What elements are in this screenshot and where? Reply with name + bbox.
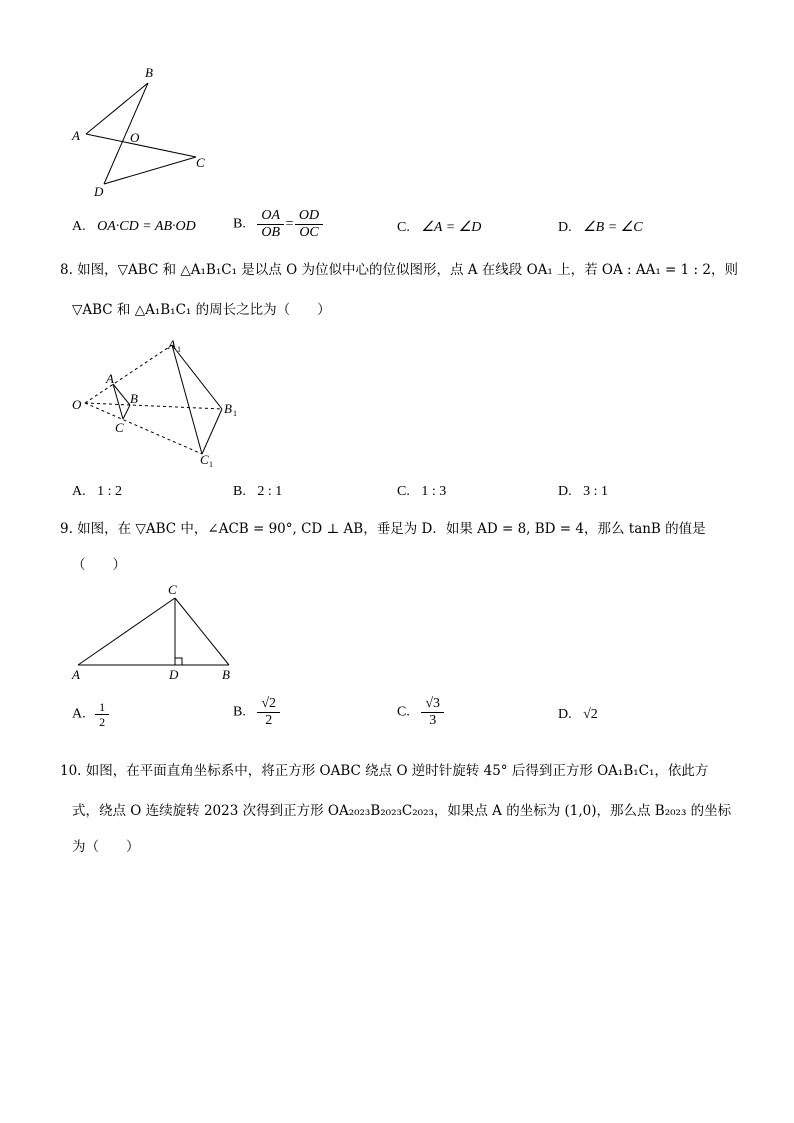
q7-b-num2: OD	[298, 208, 320, 223]
q7-option-c-letter: C.	[397, 220, 410, 235]
q7-label-d: D	[94, 184, 104, 199]
q9-question-line2: （ ）	[72, 557, 126, 573]
q8-option-b-text: 2 : 1	[257, 484, 283, 499]
q8-label-o: O	[72, 397, 82, 412]
q9-label-a: A	[72, 667, 80, 682]
q9-option-b[interactable]	[233, 696, 278, 729]
q8-option-b[interactable]	[233, 484, 282, 500]
q8-label-c: C	[115, 420, 124, 435]
q8-label-a1-sub: 1	[177, 345, 181, 354]
q9-option-c-letter: C.	[397, 704, 410, 720]
q7-option-a-text: OA·CD = AB·OD	[97, 219, 196, 234]
q8-question-line1: 8. 如图，▽ABC 和 △A₁B₁C₁ 是以点 O 为位似中心的位似图形，点 A 在线段 OA₁ 上，若 OA : AA₁ = 1 : 2，则	[60, 262, 738, 278]
q8-label-b: B	[130, 391, 138, 406]
q9-option-a[interactable]	[72, 700, 107, 729]
q8-option-d-letter: D.	[558, 484, 572, 499]
q7-option-c-text: ∠A = ∠D	[421, 220, 482, 235]
q7-b-den1: OB	[261, 225, 281, 240]
q9-label-d: D	[169, 667, 179, 682]
q8-option-c[interactable]	[397, 484, 446, 500]
q7-option-d-letter: D.	[558, 220, 572, 235]
q9-a-num: 1	[99, 700, 106, 714]
q9-question-line1: 9. 如图，在 ▽ABC 中，∠ACB = 90°, CD ⊥ AB，垂足为 D．如果 AD = 8, BD = 4，那么 tanB 的值是	[60, 521, 706, 537]
q10-question-line1: 10. 如图，在平面直角坐标系中，将正方形 OABC 绕点 O 逆时针旋转 45° 后得到正方形 OA₁B₁C₁，依此方	[60, 763, 709, 779]
q8-option-a-text: 1 : 2	[97, 484, 123, 499]
q7-option-b-frac1	[259, 208, 282, 241]
q8-label-a1: A	[168, 337, 176, 352]
q9-label-b: B	[222, 667, 230, 682]
q7-option-d-text: ∠B = ∠C	[583, 220, 643, 235]
q7-option-b-letter: B.	[233, 216, 246, 232]
q7-b-den2: OC	[299, 225, 319, 240]
q9-option-d[interactable]	[558, 707, 598, 723]
q7-b-num1: OA	[261, 208, 281, 223]
q9-option-d-letter: D.	[558, 707, 572, 722]
q9-option-b-frac	[259, 696, 278, 729]
q8-option-c-text: 1 : 3	[421, 484, 447, 499]
q9-label-c: C	[168, 582, 177, 597]
q7-option-a-letter: A.	[72, 219, 86, 234]
q7-label-c: C	[196, 155, 205, 170]
q7-figure	[60, 62, 220, 202]
q7-option-a[interactable]	[72, 219, 196, 235]
q7-option-c[interactable]	[397, 219, 481, 236]
q9-c-den: 3	[429, 713, 437, 728]
q7-option-b-frac2	[297, 208, 321, 241]
q9-option-c-frac	[423, 696, 442, 729]
q7-b-eq: =	[285, 216, 294, 232]
q8-label-b1-sub: 1	[233, 409, 237, 418]
q8-option-d[interactable]	[558, 484, 608, 500]
q9-option-c[interactable]	[397, 696, 442, 729]
q8-label-b1: B	[224, 401, 232, 416]
q8-option-b-letter: B.	[233, 484, 246, 499]
q7-option-b[interactable]	[233, 208, 321, 241]
q10-question-line3: 为（ ）	[72, 839, 140, 855]
q8-label-a: A	[106, 371, 114, 386]
q8-figure	[60, 333, 260, 473]
q9-a-den: 2	[99, 715, 106, 729]
q9-option-b-letter: B.	[233, 704, 246, 720]
q8-label-c1: C	[200, 452, 209, 467]
q7-option-d[interactable]	[558, 219, 643, 236]
q8-option-c-letter: C.	[397, 484, 410, 499]
q7-label-o: O	[130, 130, 140, 145]
q9-figure	[60, 578, 260, 688]
q8-question-line2: ▽ABC 和 △A₁B₁C₁ 的周长之比为（ ）	[72, 302, 331, 318]
q9-b-num: √2	[261, 696, 277, 711]
q9-option-a-frac	[97, 700, 107, 729]
q9-option-d-text: √2	[583, 707, 598, 722]
q8-label-c1-sub: 1	[209, 460, 213, 469]
q7-label-b: B	[145, 65, 153, 80]
q9-c-num: √3	[425, 696, 441, 711]
q7-label-a: A	[72, 128, 80, 143]
q10-question-line2: 式，绕点 O 连续旋转 2023 次得到正方形 OA₂₀₂₃B₂₀₂₃C₂₀₂₃，如果点 A 的坐标为 (1,0)，那么点 B₂₀₂₃ 的坐标	[72, 803, 732, 819]
q9-option-a-letter: A.	[72, 706, 86, 722]
q9-b-den: 2	[265, 713, 273, 728]
q8-option-d-text: 3 : 1	[583, 484, 609, 499]
q8-option-a-letter: A.	[72, 484, 86, 499]
q8-option-a[interactable]	[72, 484, 122, 500]
